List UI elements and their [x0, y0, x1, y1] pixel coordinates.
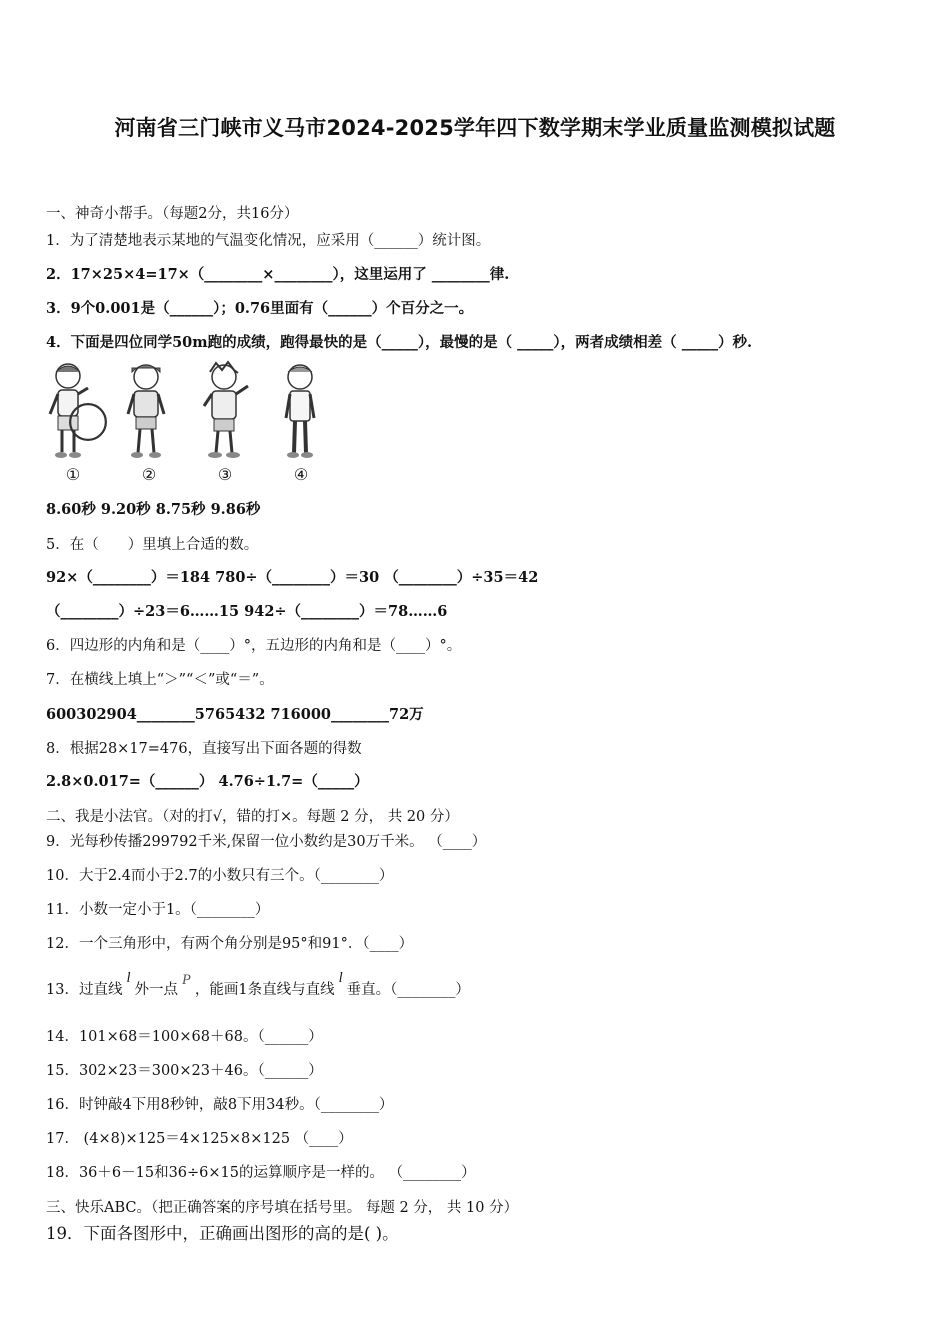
q13-text-c: ，能画1条直线与直线: [194, 982, 335, 998]
q13-point-p: P: [181, 972, 191, 988]
question-4-times: 8.60秒 9.20秒 8.75秒 9.86秒: [46, 501, 261, 518]
question-5-row-2: （________）÷23＝6……15 942÷（________）＝78……6: [46, 603, 448, 620]
question-8-row: 2.8×0.017=（______） 4.76÷1.7=（_____）: [46, 773, 369, 790]
question-7-row: 600302904________5765432 716000________72万: [46, 706, 424, 723]
question-10: 10．大于2.4而小于2.7的小数只有三个。（________）: [46, 868, 394, 884]
question-12: 12．一个三角形中，有两个角分别是95°和91°．（____）: [46, 936, 414, 952]
q13-text-b: 外一点: [134, 982, 178, 998]
question-11: 11．小数一定小于1。（________）: [46, 902, 270, 918]
question-19: 19．下面各图形中，正确画出图形的高的是( )。: [46, 1224, 399, 1243]
section-3-heading: 三、快乐ABC。（把正确答案的序号填在括号里。 每题 2 分， 共 10 分）: [46, 1200, 519, 1216]
question-1: 1．为了清楚地表示某地的气温变化情况，应采用（______）统计图。: [46, 233, 491, 249]
q13-text-d: 垂直。（________）: [346, 982, 470, 998]
runner-4-figure: [272, 360, 330, 484]
question-5: 5．在（ ）里填上合适的数。: [46, 537, 259, 553]
q13-line-l-2: l: [338, 970, 343, 986]
section-1-heading: 一、神奇小帮手。（每题2分，共16分）: [46, 206, 299, 222]
question-17: 17． (4×8)×125＝4×125×8×125 （____）: [46, 1131, 353, 1147]
page-title: 河南省三门峡市义马市2024-2025学年四下数学期末学业质量监测模拟试题: [114, 116, 836, 140]
runner-2-figure: [120, 360, 178, 484]
question-4: 4．下面是四位同学50m跑的成绩，跑得最快的是（_____），最慢的是（ _____），两者成绩相差（ _____）秒.: [46, 334, 753, 351]
question-3: 3．9个0.001是（______）；0.76里面有（______）个百分之一。: [46, 300, 474, 317]
runner-3-label: ③: [217, 465, 233, 484]
question-9: 9．光每秒传播299792千米,保留一位小数约是30万千米。 （____）: [46, 834, 487, 850]
runner-4-label: ④: [293, 465, 309, 484]
q13-line-l: l: [126, 970, 131, 986]
runner-figures: [44, 360, 334, 484]
question-13: [46, 970, 470, 999]
runner-1-figure: [44, 360, 102, 484]
question-5-row-1: 92×（________）＝184 780÷（________）＝30 （________）÷35＝42: [46, 569, 539, 586]
section-2-heading: 二、我是小法官。（对的打√，错的打×。每题 2 分， 共 20 分）: [46, 809, 459, 825]
question-16: 16．时钟敲4下用8秒钟，敲8下用34秒。（________）: [46, 1097, 394, 1113]
question-14: 14．101×68＝100×68＋68。（______）: [46, 1029, 323, 1045]
runner-2-label: ②: [141, 465, 157, 484]
q13-text-a: 13．过直线: [46, 982, 123, 998]
question-6: 6．四边形的内角和是（____）°，五边形的内角和是（____）°。: [46, 638, 462, 654]
runner-1-label: ①: [65, 465, 81, 484]
question-7: 7．在横线上填上“＞”“＜”或“＝”。: [46, 672, 274, 688]
question-15: 15．302×23＝300×23＋46。（______）: [46, 1063, 323, 1079]
question-8: 8．根据28×17=476，直接写出下面各题的得数: [46, 741, 362, 757]
question-2: 2．17×25×4=17×（________×________），这里运用了 ________律.: [46, 266, 510, 283]
question-18: 18．36＋6－15和36÷6×15的运算顺序是一样的。 （________）: [46, 1165, 476, 1181]
runner-3-figure: [196, 360, 254, 484]
